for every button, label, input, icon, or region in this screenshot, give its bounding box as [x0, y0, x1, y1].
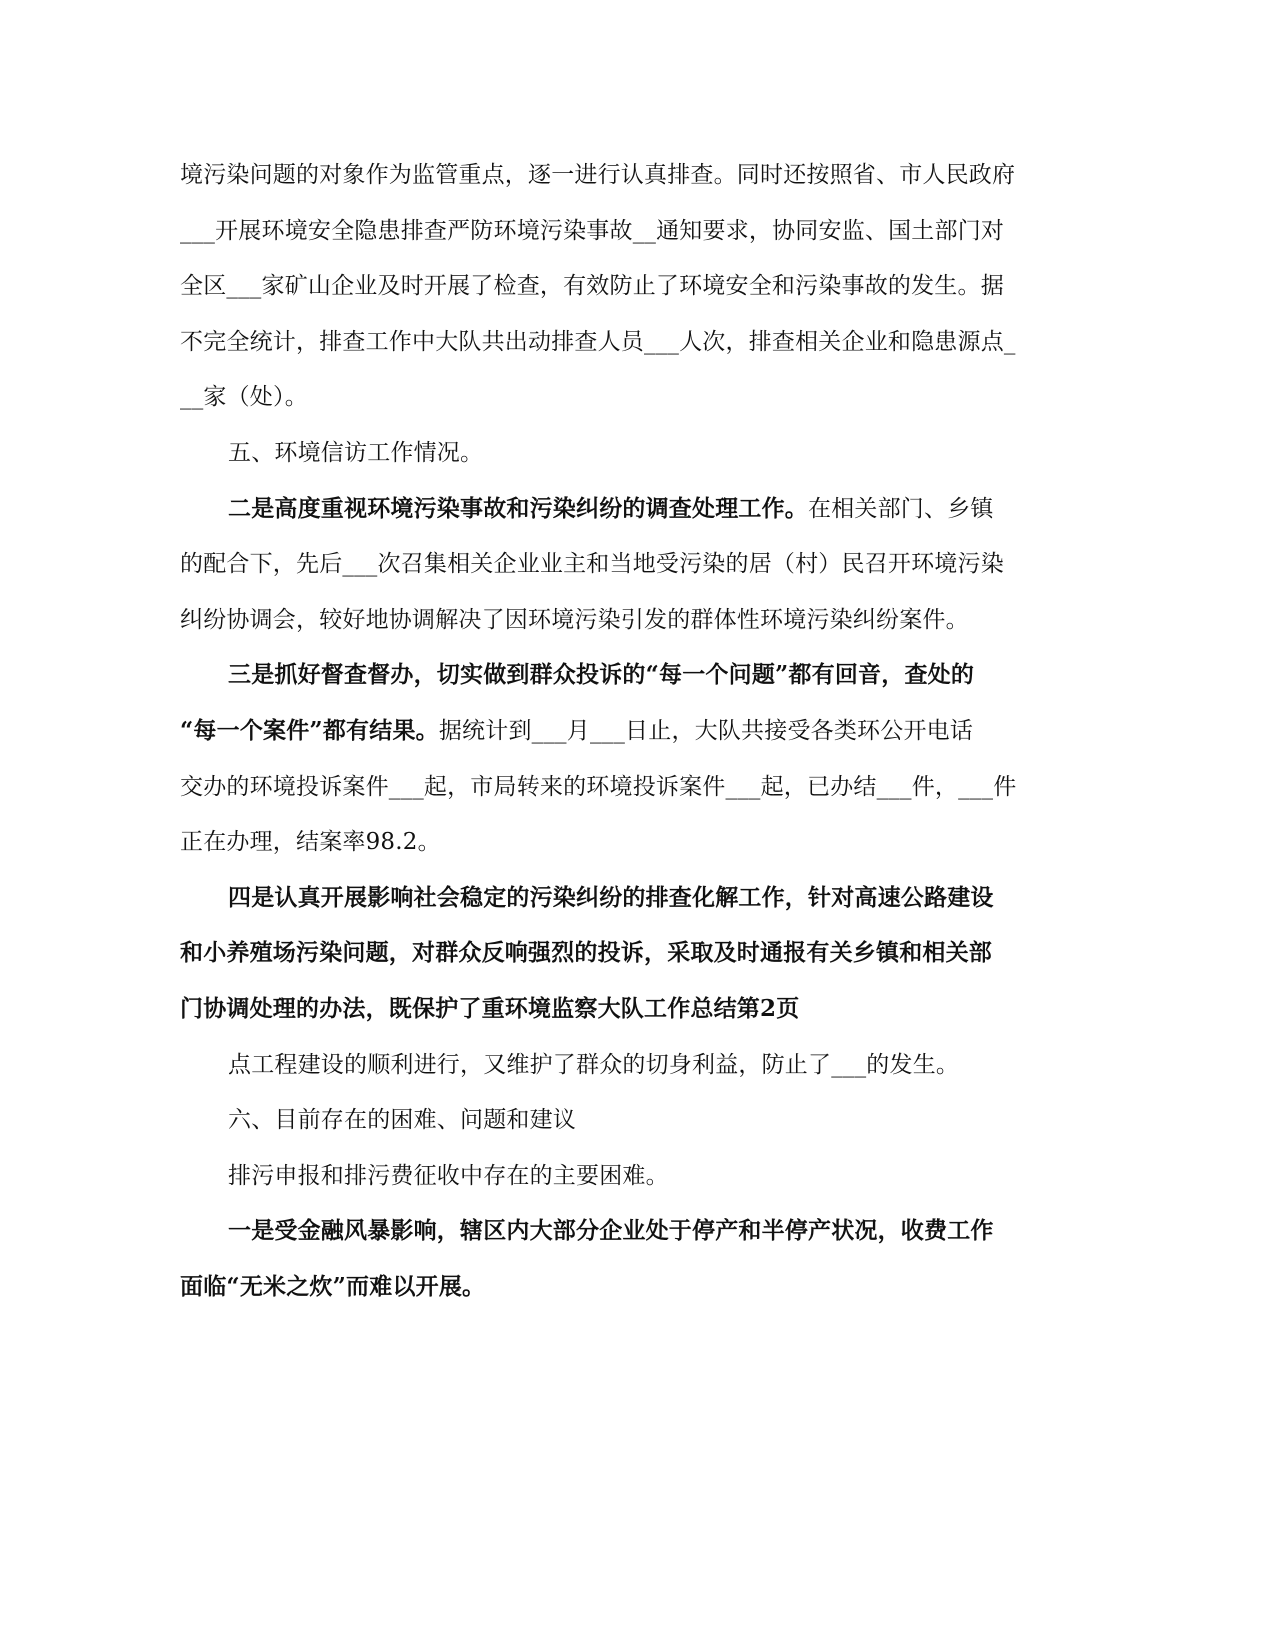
text-line	[180, 382, 308, 412]
line-text: __家（处）。	[180, 384, 308, 410]
text-line	[228, 660, 974, 690]
line-text: 三是抓好督查督办，切实做到群众投诉的“每一个问题”都有回音，查处的	[228, 661, 975, 688]
text-line	[180, 549, 1004, 579]
line-text: 据统计到___月___日止，大队共接受各类环公开电话	[438, 718, 974, 744]
line-text: 四是认真开展影响社会稳定的污染纠纷的排查化解工作，针对高速公路建设	[228, 884, 994, 911]
text-line	[180, 160, 1015, 190]
text-line	[180, 216, 1004, 246]
heading-text: 五、环境信访工作情况。	[228, 440, 484, 466]
line-text: 排污申报和排污费征收中存在的主要困难。	[228, 1163, 669, 1189]
line-text: 交办的环境投诉案件___起，市局转来的环境投诉案件___起，已办结___件，___件	[180, 774, 1017, 800]
text-line	[180, 827, 441, 857]
line-text: 的配合下，先后___次召集相关企业业主和当地受污染的居（村）民召开环境污染	[180, 551, 1004, 577]
text-line	[180, 271, 1004, 301]
text-line	[180, 716, 973, 746]
bold-lead-text: 二是高度重视环境污染事故和污染纠纷的调查处理工作。	[228, 495, 808, 522]
text-line	[228, 1161, 669, 1191]
text-line	[180, 327, 1016, 357]
heading-text: 六、目前存在的困难、问题和建议	[228, 1107, 576, 1133]
text-line	[228, 883, 994, 913]
line-text: 纠纷协调会，较好地协调解决了因环境污染引发的群体性环境污染纠纷案件。	[180, 607, 969, 633]
section-heading	[228, 438, 483, 468]
bold-lead-text: “每一个案件”都有结果。	[180, 717, 439, 744]
line-text: 点工程建设的顺利进行，又维护了群众的切身利益，防止了___的发生。	[228, 1052, 960, 1078]
line-text: 正在办理，结案率98.2。	[180, 829, 441, 855]
text-line	[228, 1050, 959, 1080]
line-text: 全区___家矿山企业及时开展了检查，有效防止了环境安全和污染事故的发生。据	[180, 273, 1004, 299]
line-text: 一是受金融风暴影响，辖区内大部分企业处于停产和半停产状况，收费工作	[228, 1217, 994, 1244]
text-line	[180, 938, 992, 968]
line-text: 和小养殖场污染问题，对群众反响强烈的投诉，采取及时通报有关乡镇和相关部	[180, 939, 992, 966]
line-text: 不完全统计，排查工作中大队共出动排查人员___人次，排查相关企业和隐患源点_	[180, 329, 1016, 355]
text-line	[180, 1272, 485, 1302]
text-line	[228, 1216, 994, 1246]
text-line	[180, 605, 969, 635]
line-text: 门协调处理的办法，既保护了重环境监察大队工作总结第2页	[180, 995, 800, 1022]
section-heading	[228, 1105, 576, 1135]
text-line	[180, 994, 799, 1024]
text-line	[180, 772, 1016, 802]
line-text: ___开展环境安全隐患排查严防环境污染事故__通知要求，协同安监、国土部门对	[180, 218, 1005, 244]
line-text: 在相关部门、乡镇	[808, 496, 994, 522]
text-line	[228, 494, 994, 524]
line-text: 面临“无米之炊”而难以开展。	[180, 1273, 486, 1300]
line-text: 境污染问题的对象作为监管重点，逐一进行认真排查。同时还按照省、市人民政府	[180, 162, 1016, 188]
